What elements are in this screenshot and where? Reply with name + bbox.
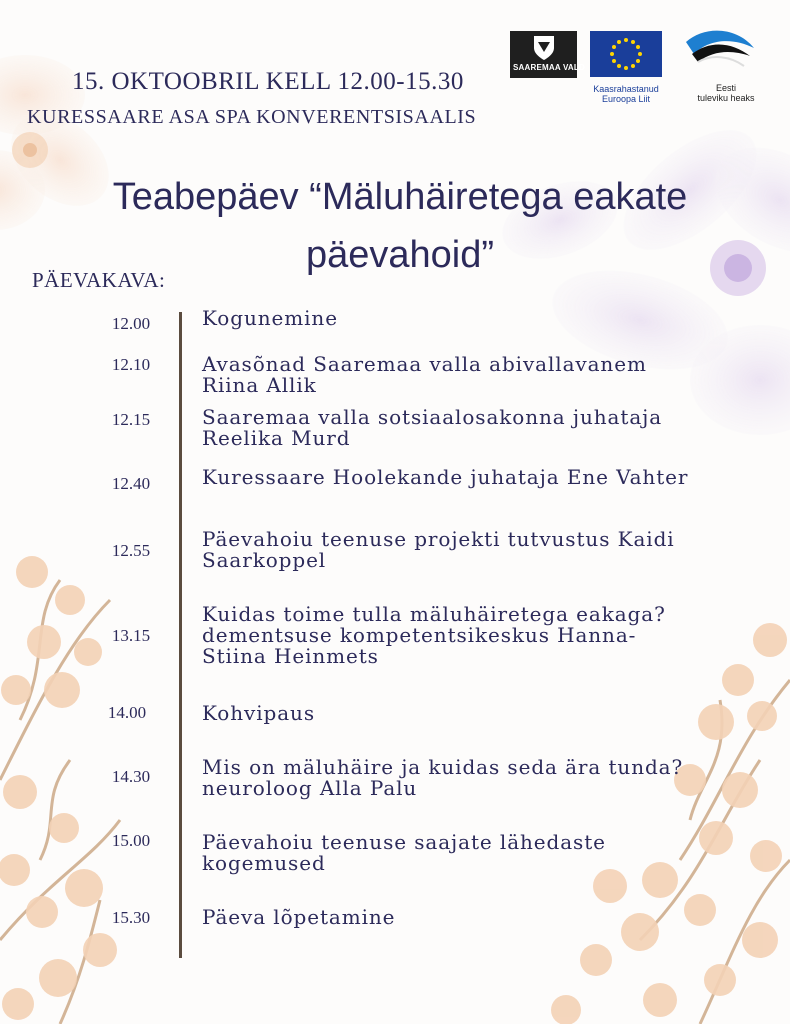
- agenda-time: 14.00: [107, 703, 147, 722]
- agenda-item-line: Kohvipaus: [202, 701, 315, 725]
- eu-caption: [582, 84, 670, 104]
- agenda-item: [202, 832, 606, 874]
- agenda-item-line: Reelika Murd: [202, 426, 351, 450]
- agenda-item-line: Päeva lõpetamine: [202, 905, 396, 929]
- bottom-right-blossoms: [551, 623, 787, 1024]
- agenda-item: [202, 907, 395, 928]
- agenda-item-line: Päevahoiu teenuse saajate lähedaste: [202, 830, 606, 854]
- event-venue: KURESSAARE ASA SPA KONVERENTSISAALIS: [27, 106, 477, 128]
- agenda-item: [202, 308, 338, 329]
- agenda-item: [202, 354, 647, 396]
- agenda-item-line: Avasõnad Saaremaa valla abivallavanem: [202, 352, 647, 376]
- agenda-time: 12.00: [111, 314, 151, 333]
- eu-flag-logo: [590, 31, 662, 77]
- agenda-heading: PÄEVAKAVA:: [32, 268, 166, 292]
- agenda-item: [202, 529, 675, 571]
- agenda-item-line: Saaremaa valla sotsiaalosakonna juhataja: [202, 405, 663, 429]
- agenda-item-line: Stiina Heinmets: [202, 644, 379, 668]
- saaremaa-logo-text: SAAREMAA VALD: [513, 63, 585, 72]
- agenda-item-line: Päevahoiu teenuse projekti tutvustus Kaidi: [202, 527, 675, 551]
- eu-caption-line1: Kaasrahastanud: [593, 84, 659, 94]
- agenda-item-line: Kuidas toime tulla mäluhäiretega eakaga?: [202, 602, 666, 626]
- agenda-item: [202, 467, 688, 488]
- agenda-time: 12.55: [111, 541, 151, 560]
- event-title-line1: Teabepäev “Mäluhäiretega eakate: [112, 176, 688, 218]
- agenda-time: 15.30: [111, 908, 151, 927]
- agenda-time: 12.15: [111, 410, 151, 429]
- agenda-time: 13.15: [111, 626, 151, 645]
- eesti-tuleviku-heaks-logo: [684, 28, 756, 86]
- saaremaa-vald-logo: [510, 31, 585, 78]
- agenda-time: 15.00: [111, 831, 151, 850]
- agenda-item: [202, 407, 662, 449]
- agenda-item: [202, 703, 315, 724]
- event-title: [40, 168, 760, 284]
- agenda-item-line: Kogunemine: [202, 306, 338, 330]
- agenda-timeline-divider: [179, 312, 182, 958]
- event-date-time: 15. OKTOOBRIL KELL 12.00-15.30: [72, 68, 464, 95]
- agenda-item-line: Kuressaare Hoolekande juhataja Ene Vahter: [202, 465, 689, 489]
- eu-caption-line2: Euroopa Liit: [601, 94, 651, 104]
- agenda-item-line: neuroloog Alla Palu: [202, 776, 418, 800]
- agenda-item: [202, 604, 666, 667]
- agenda-time: 12.40: [111, 474, 151, 493]
- agenda-item: [202, 757, 683, 799]
- agenda-item-line: Mis on mäluhäire ja kuidas seda ära tunda?: [202, 755, 684, 779]
- agenda-item-line: Saarkoppel: [202, 548, 327, 572]
- estonia-caption-line2: tuleviku heaks: [697, 93, 755, 103]
- saaremaa-crest-icon: [532, 34, 556, 62]
- agenda-item-line: Riina Allik: [202, 373, 317, 397]
- agenda-time: 14.30: [111, 767, 151, 786]
- estonia-caption-line1: Eesti: [715, 83, 736, 93]
- estonia-caption: [690, 83, 762, 103]
- event-title-line2: päevahoid”: [305, 234, 495, 276]
- agenda-time: 12.10: [111, 355, 151, 374]
- eu-stars-icon: [590, 31, 662, 77]
- agenda-item-line: kogemused: [202, 851, 326, 875]
- agenda-item-line: dementsuse kompetentsikeskus Hanna-: [202, 623, 637, 647]
